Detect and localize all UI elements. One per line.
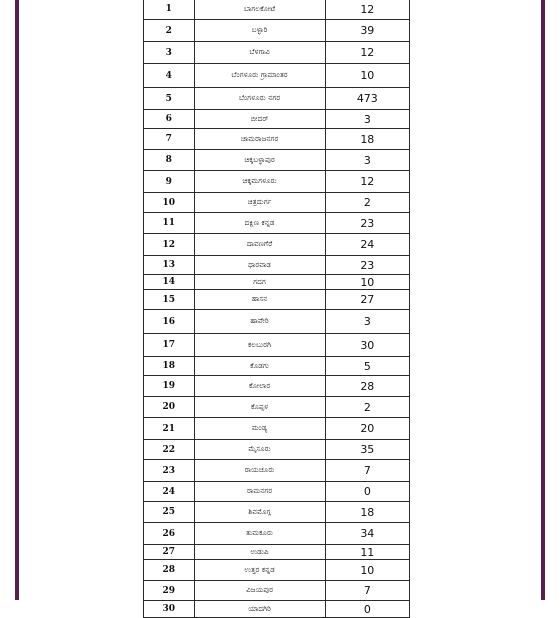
serial-number-cell: 25 [144,502,195,523]
serial-number-cell: 4 [144,64,195,88]
serial-number-cell: 17 [144,334,195,357]
table-row [144,460,410,482]
district-name-cell: ಮಂಡ್ಯ [194,418,325,440]
table-row [144,357,410,376]
district-name-cell: ಮೈಸೂರು [194,440,325,460]
serial-number-cell: 8 [144,150,195,171]
table-body [144,0,410,618]
district-name-cell: ಯಾದಗಿರಿ [194,601,325,618]
serial-number-cell: 19 [144,376,195,397]
table-row [144,418,410,440]
serial-number-cell: 5 [144,88,195,110]
count-cell: 2 [325,397,409,418]
count-cell: 7 [325,460,409,482]
count-cell: 23 [325,256,409,275]
serial-number-cell: 2 [144,20,195,42]
serial-number-cell: 20 [144,397,195,418]
serial-number-cell: 30 [144,601,195,618]
district-name-cell: ಹಾವೇರಿ [194,310,325,334]
page-border-left [15,0,19,600]
district-name-cell: ಬೀದರ್ [194,110,325,129]
district-name-cell: ಕೋಲಾರ [194,376,325,397]
table-row [144,256,410,275]
district-name-cell: ಚಿಕ್ಕಬಳ್ಳಾಪುರ [194,150,325,171]
table-row [144,150,410,171]
district-name-cell: ಕೊಡಗು [194,357,325,376]
serial-number-cell: 24 [144,482,195,502]
serial-number-cell: 28 [144,560,195,581]
table-row [144,482,410,502]
serial-number-cell: 1 [144,0,195,20]
district-count-table [143,0,410,618]
count-cell: 24 [325,234,409,256]
district-name-cell: ಬಾಗಲಕೋಟೆ [194,0,325,20]
serial-number-cell: 10 [144,193,195,213]
district-name-cell: ದಾವಣಗೆರೆ [194,234,325,256]
count-cell: 20 [325,418,409,440]
district-name-cell: ಗದಗ [194,275,325,290]
serial-number-cell: 29 [144,581,195,601]
serial-number-cell: 27 [144,545,195,560]
district-name-cell: ಚಿತ್ರದುರ್ಗ [194,193,325,213]
serial-number-cell: 22 [144,440,195,460]
district-name-cell: ಬೆಂಗಳೂರು ಗ್ರಾಮಾಂತರ [194,64,325,88]
table-row [144,234,410,256]
table-row [144,397,410,418]
serial-number-cell: 6 [144,110,195,129]
count-cell: 3 [325,110,409,129]
serial-number-cell: 23 [144,460,195,482]
serial-number-cell: 3 [144,42,195,64]
table-row [144,523,410,545]
table-row [144,334,410,357]
district-name-cell: ಕೊಪ್ಪಳ [194,397,325,418]
count-cell: 10 [325,560,409,581]
count-cell: 12 [325,171,409,193]
table-row [144,0,410,20]
table-row [144,310,410,334]
serial-number-cell: 21 [144,418,195,440]
serial-number-cell: 12 [144,234,195,256]
serial-number-cell: 13 [144,256,195,275]
serial-number-cell: 16 [144,310,195,334]
count-cell: 3 [325,150,409,171]
table-row [144,502,410,523]
count-cell: 18 [325,129,409,150]
table-row [144,20,410,42]
district-name-cell: ಬೆಳಗಾವಿ [194,42,325,64]
district-name-cell: ಉತ್ತರ ಕನ್ನಡ [194,560,325,581]
count-cell: 18 [325,502,409,523]
district-name-cell: ಹಾಸನ [194,290,325,310]
count-cell: 11 [325,545,409,560]
count-cell: 5 [325,357,409,376]
table-row [144,376,410,397]
table-row [144,290,410,310]
count-cell: 7 [325,581,409,601]
district-name-cell: ಧಾರವಾಡ [194,256,325,275]
district-name-cell: ರಾಮನಗರ [194,482,325,502]
table-row [144,171,410,193]
district-name-cell: ಚಿಕ್ಕಮಗಳೂರು [194,171,325,193]
district-name-cell: ಉಡುಪಿ [194,545,325,560]
serial-number-cell: 11 [144,213,195,234]
table-row [144,601,410,618]
count-cell: 39 [325,20,409,42]
serial-number-cell: 14 [144,275,195,290]
serial-number-cell: 18 [144,357,195,376]
count-cell: 34 [325,523,409,545]
table-row [144,545,410,560]
count-cell: 27 [325,290,409,310]
page-border-right [541,0,545,600]
table-row [144,110,410,129]
table-row [144,560,410,581]
table-row [144,88,410,110]
district-name-cell: ದಕ್ಷಿಣ ಕನ್ನಡ [194,213,325,234]
district-name-cell: ಬಳ್ಳಾರಿ [194,20,325,42]
count-cell: 30 [325,334,409,357]
serial-number-cell: 26 [144,523,195,545]
table-row [144,275,410,290]
count-cell: 12 [325,42,409,64]
district-name-cell: ರಾಯಚೂರು [194,460,325,482]
serial-number-cell: 7 [144,129,195,150]
count-cell: 10 [325,64,409,88]
count-cell: 23 [325,213,409,234]
district-name-cell: ವಿಜಯಪುರ [194,581,325,601]
table-row [144,42,410,64]
count-cell: 0 [325,601,409,618]
table-row [144,64,410,88]
table-row [144,213,410,234]
count-cell: 473 [325,88,409,110]
serial-number-cell: 15 [144,290,195,310]
count-cell: 28 [325,376,409,397]
district-name-cell: ಕಲಬುರಗಿ [194,334,325,357]
district-name-cell: ತುಮಕೂರು [194,523,325,545]
table-row [144,129,410,150]
district-name-cell: ಬೆಂಗಳೂರು ನಗರ [194,88,325,110]
district-name-cell: ಶಿವಮೊಗ್ಗ [194,502,325,523]
count-cell: 10 [325,275,409,290]
serial-number-cell: 9 [144,171,195,193]
count-cell: 3 [325,310,409,334]
table-row [144,581,410,601]
table-row [144,193,410,213]
count-cell: 12 [325,0,409,20]
count-cell: 2 [325,193,409,213]
count-cell: 35 [325,440,409,460]
district-name-cell: ಚಾಮರಾಜನಗರ [194,129,325,150]
count-cell: 0 [325,482,409,502]
table-row [144,440,410,460]
